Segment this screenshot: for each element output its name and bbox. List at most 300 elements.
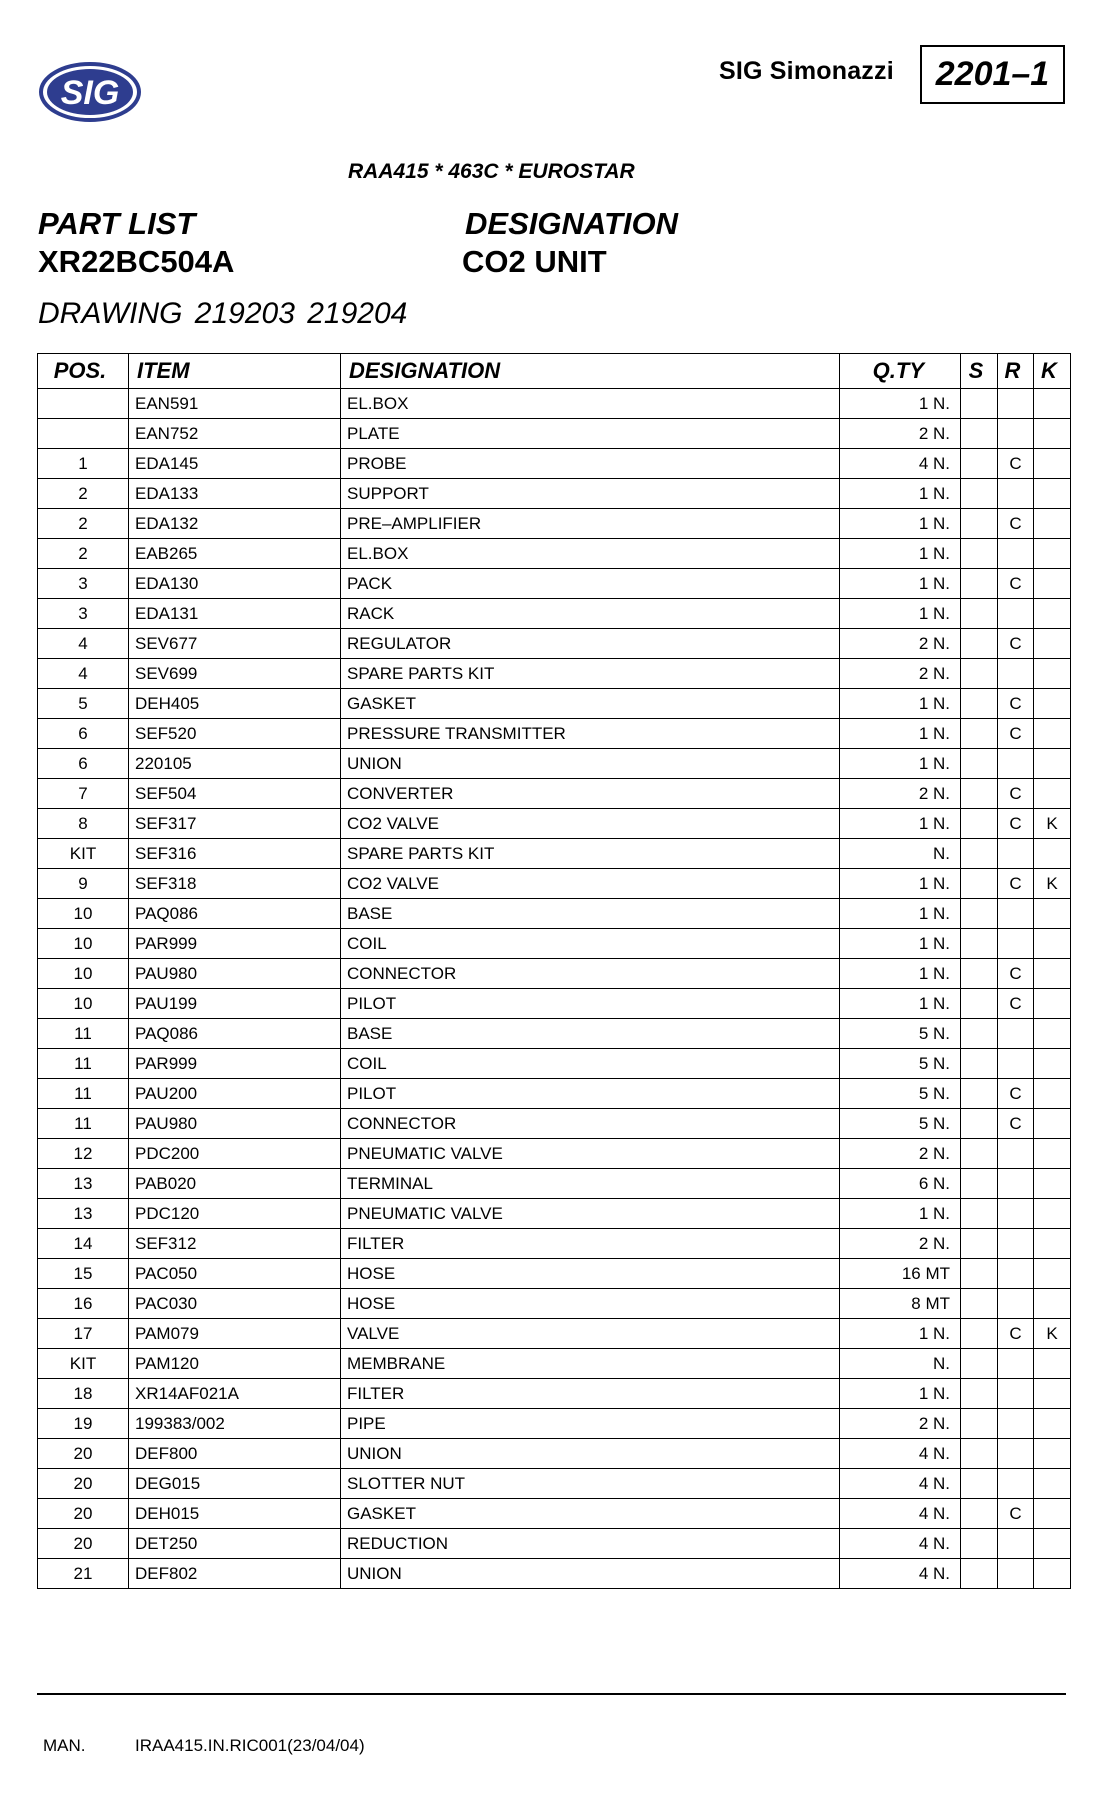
table-row <box>38 1289 1071 1319</box>
cell-r <box>998 899 1034 929</box>
cell-s <box>961 779 998 809</box>
cell-item: 199383/002 <box>129 1409 341 1439</box>
cell-designation: UNION <box>341 1559 840 1589</box>
cell-r: C <box>998 449 1034 479</box>
cell-r: C <box>998 959 1034 989</box>
cell-item: 220105 <box>129 749 341 779</box>
cell-designation: PRESSURE TRANSMITTER <box>341 719 840 749</box>
cell-pos: 20 <box>38 1499 129 1529</box>
cell-item: PAQ086 <box>129 899 341 929</box>
cell-r: C <box>998 629 1034 659</box>
column-header-pos: POS. <box>38 354 129 389</box>
cell-k <box>1034 1289 1071 1319</box>
cell-item: PAR999 <box>129 929 341 959</box>
cell-designation: PACK <box>341 569 840 599</box>
cell-pos: KIT <box>38 839 129 869</box>
cell-k <box>1034 1439 1071 1469</box>
cell-item: PAU980 <box>129 1109 341 1139</box>
cell-r: C <box>998 569 1034 599</box>
cell-k: K <box>1034 869 1071 899</box>
cell-pos: 18 <box>38 1379 129 1409</box>
table-row <box>38 449 1071 479</box>
cell-r <box>998 1409 1034 1439</box>
cell-k <box>1034 539 1071 569</box>
table-row <box>38 509 1071 539</box>
cell-k <box>1034 1499 1071 1529</box>
cell-s <box>961 959 998 989</box>
cell-r <box>998 479 1034 509</box>
cell-designation: UNION <box>341 749 840 779</box>
cell-item: DEF800 <box>129 1439 341 1469</box>
cell-item: PDC120 <box>129 1199 341 1229</box>
cell-item: DET250 <box>129 1529 341 1559</box>
cell-designation: FILTER <box>341 1229 840 1259</box>
cell-item: SEF504 <box>129 779 341 809</box>
cell-pos: 2 <box>38 539 129 569</box>
cell-designation: GASKET <box>341 1499 840 1529</box>
cell-r: C <box>998 689 1034 719</box>
cell-designation: RACK <box>341 599 840 629</box>
designation-value: CO2 UNIT <box>462 244 607 279</box>
cell-s <box>961 1379 998 1409</box>
cell-s <box>961 809 998 839</box>
cell-qty: 4 N. <box>840 1469 961 1499</box>
cell-s <box>961 419 998 449</box>
cell-r <box>998 1469 1034 1499</box>
cell-s <box>961 1529 998 1559</box>
table-row <box>38 539 1071 569</box>
cell-item: PAU199 <box>129 989 341 1019</box>
cell-qty: 1 N. <box>840 959 961 989</box>
cell-k <box>1034 1409 1071 1439</box>
cell-designation: COIL <box>341 929 840 959</box>
cell-pos: 15 <box>38 1259 129 1289</box>
cell-qty: 2 N. <box>840 1229 961 1259</box>
svg-text:SIG: SIG <box>60 74 120 112</box>
cell-pos: 20 <box>38 1529 129 1559</box>
cell-designation: PROBE <box>341 449 840 479</box>
cell-pos: KIT <box>38 1349 129 1379</box>
cell-item: PAU980 <box>129 959 341 989</box>
table-row <box>38 1409 1071 1439</box>
cell-pos: 9 <box>38 869 129 899</box>
cell-pos: 5 <box>38 689 129 719</box>
cell-item: EAN752 <box>129 419 341 449</box>
cell-r: C <box>998 1499 1034 1529</box>
cell-pos: 11 <box>38 1079 129 1109</box>
cell-qty: 5 N. <box>840 1019 961 1049</box>
cell-item: SEF316 <box>129 839 341 869</box>
cell-designation: PILOT <box>341 989 840 1019</box>
cell-s <box>961 599 998 629</box>
cell-k <box>1034 449 1071 479</box>
cell-r: C <box>998 1319 1034 1349</box>
cell-s <box>961 629 998 659</box>
cell-k <box>1034 989 1071 1019</box>
cell-pos: 6 <box>38 719 129 749</box>
footer-reference: IRAA415.IN.RIC001(23/04/04) <box>135 1736 365 1755</box>
cell-qty: 1 N. <box>840 689 961 719</box>
table-row <box>38 1109 1071 1139</box>
cell-pos: 7 <box>38 779 129 809</box>
table-row <box>38 659 1071 689</box>
cell-r <box>998 1529 1034 1559</box>
cell-designation: HOSE <box>341 1259 840 1289</box>
cell-qty: 5 N. <box>840 1109 961 1139</box>
cell-designation: EL.BOX <box>341 539 840 569</box>
cell-r <box>998 749 1034 779</box>
cell-r <box>998 1199 1034 1229</box>
table-row <box>38 599 1071 629</box>
cell-designation: PLATE <box>341 419 840 449</box>
cell-designation: CONNECTOR <box>341 959 840 989</box>
cell-r <box>998 1439 1034 1469</box>
cell-k <box>1034 1229 1071 1259</box>
cell-pos: 11 <box>38 1109 129 1139</box>
table-row <box>38 1529 1071 1559</box>
cell-s <box>961 1139 998 1169</box>
cell-r <box>998 1349 1034 1379</box>
cell-pos: 13 <box>38 1169 129 1199</box>
table-row <box>38 929 1071 959</box>
cell-qty: 4 N. <box>840 449 961 479</box>
cell-pos: 4 <box>38 629 129 659</box>
table-row <box>38 1559 1071 1589</box>
cell-item: EAN591 <box>129 389 341 419</box>
cell-qty: 1 N. <box>840 389 961 419</box>
cell-item: PDC200 <box>129 1139 341 1169</box>
cell-s <box>961 749 998 779</box>
cell-qty: 1 N. <box>840 1199 961 1229</box>
table-row <box>38 1349 1071 1379</box>
cell-s <box>961 1199 998 1229</box>
table-row <box>38 719 1071 749</box>
cell-s <box>961 1169 998 1199</box>
cell-r: C <box>998 1109 1034 1139</box>
cell-item: PAC030 <box>129 1289 341 1319</box>
cell-designation: COIL <box>341 1049 840 1079</box>
cell-pos: 4 <box>38 659 129 689</box>
footer-rule <box>37 1693 1066 1695</box>
cell-qty: 1 N. <box>840 569 961 599</box>
cell-s <box>961 1469 998 1499</box>
cell-k <box>1034 929 1071 959</box>
cell-k <box>1034 1559 1071 1589</box>
cell-item: DEF802 <box>129 1559 341 1589</box>
cell-k <box>1034 749 1071 779</box>
table-row <box>38 1229 1071 1259</box>
cell-qty: 5 N. <box>840 1049 961 1079</box>
cell-s <box>961 1289 998 1319</box>
cell-designation: PIPE <box>341 1409 840 1439</box>
cell-r <box>998 929 1034 959</box>
cell-pos <box>38 419 129 449</box>
cell-qty: 1 N. <box>840 1379 961 1409</box>
cell-s <box>961 1079 998 1109</box>
cell-item: SEF312 <box>129 1229 341 1259</box>
cell-designation: PILOT <box>341 1079 840 1109</box>
cell-designation: BASE <box>341 899 840 929</box>
cell-designation: REGULATOR <box>341 629 840 659</box>
cell-s <box>961 1109 998 1139</box>
table-row <box>38 1199 1071 1229</box>
cell-k <box>1034 389 1071 419</box>
cell-k <box>1034 959 1071 989</box>
footer-label: MAN. <box>43 1736 86 1755</box>
table-row <box>38 779 1071 809</box>
cell-pos: 13 <box>38 1199 129 1229</box>
cell-k <box>1034 479 1071 509</box>
cell-item: EAB265 <box>129 539 341 569</box>
cell-designation: TERMINAL <box>341 1169 840 1199</box>
cell-r <box>998 1289 1034 1319</box>
cell-qty: 2 N. <box>840 419 961 449</box>
cell-qty: 2 N. <box>840 1139 961 1169</box>
cell-k: K <box>1034 809 1071 839</box>
cell-s <box>961 929 998 959</box>
cell-qty: 1 N. <box>840 899 961 929</box>
cell-s <box>961 1259 998 1289</box>
cell-r <box>998 1169 1034 1199</box>
cell-pos: 10 <box>38 959 129 989</box>
cell-designation: REDUCTION <box>341 1529 840 1559</box>
document-number-box <box>920 45 1065 104</box>
table-row <box>38 839 1071 869</box>
cell-pos: 1 <box>38 449 129 479</box>
cell-item: PAQ086 <box>129 1019 341 1049</box>
cell-r <box>998 389 1034 419</box>
cell-k <box>1034 599 1071 629</box>
cell-pos: 17 <box>38 1319 129 1349</box>
cell-pos: 8 <box>38 809 129 839</box>
cell-designation: UNION <box>341 1439 840 1469</box>
cell-k <box>1034 1469 1071 1499</box>
cell-k <box>1034 629 1071 659</box>
cell-designation: SUPPORT <box>341 479 840 509</box>
column-header-qty: Q.TY <box>840 354 961 389</box>
cell-qty: 6 N. <box>840 1169 961 1199</box>
cell-r: C <box>998 719 1034 749</box>
table-row <box>38 959 1071 989</box>
cell-pos: 20 <box>38 1469 129 1499</box>
table-row <box>38 1319 1071 1349</box>
cell-s <box>961 869 998 899</box>
cell-designation: HOSE <box>341 1289 840 1319</box>
part-list-label: PART LIST <box>38 206 196 241</box>
cell-k <box>1034 1379 1071 1409</box>
table-row <box>38 389 1071 419</box>
cell-k <box>1034 779 1071 809</box>
cell-item: PAR999 <box>129 1049 341 1079</box>
cell-qty: 1 N. <box>840 869 961 899</box>
cell-s <box>961 449 998 479</box>
cell-r: C <box>998 509 1034 539</box>
cell-k <box>1034 1109 1071 1139</box>
cell-qty: 4 N. <box>840 1529 961 1559</box>
table-row <box>38 809 1071 839</box>
cell-item: PAB020 <box>129 1169 341 1199</box>
cell-designation: CO2 VALVE <box>341 809 840 839</box>
cell-s <box>961 1559 998 1589</box>
cell-qty: 16 MT <box>840 1259 961 1289</box>
cell-pos: 11 <box>38 1019 129 1049</box>
table-row <box>38 989 1071 1019</box>
parts-table-body <box>38 389 1071 1589</box>
cell-designation: SLOTTER NUT <box>341 1469 840 1499</box>
cell-designation: CONNECTOR <box>341 1109 840 1139</box>
cell-item: EDA132 <box>129 509 341 539</box>
cell-k <box>1034 509 1071 539</box>
cell-qty: 1 N. <box>840 1319 961 1349</box>
cell-qty: 4 N. <box>840 1499 961 1529</box>
cell-item: SEV677 <box>129 629 341 659</box>
cell-pos: 19 <box>38 1409 129 1439</box>
cell-r: C <box>998 989 1034 1019</box>
column-header-r: R <box>998 354 1034 389</box>
table-row <box>38 1439 1071 1469</box>
cell-designation: BASE <box>341 1019 840 1049</box>
cell-qty: 1 N. <box>840 929 961 959</box>
cell-s <box>961 1319 998 1349</box>
part-list-number: XR22BC504A <box>38 244 235 279</box>
cell-designation: CO2 VALVE <box>341 869 840 899</box>
cell-pos: 12 <box>38 1139 129 1169</box>
cell-k <box>1034 419 1071 449</box>
cell-s <box>961 899 998 929</box>
cell-designation: PRE–AMPLIFIER <box>341 509 840 539</box>
cell-pos: 3 <box>38 569 129 599</box>
table-row <box>38 1259 1071 1289</box>
cell-s <box>961 389 998 419</box>
table-row <box>38 1019 1071 1049</box>
cell-qty: N. <box>840 839 961 869</box>
cell-qty: 5 N. <box>840 1079 961 1109</box>
cell-s <box>961 1349 998 1379</box>
cell-r <box>998 1259 1034 1289</box>
cell-s <box>961 539 998 569</box>
table-header-row <box>38 354 1071 389</box>
cell-r <box>998 599 1034 629</box>
cell-qty: 1 N. <box>840 749 961 779</box>
table-row <box>38 629 1071 659</box>
cell-r: C <box>998 869 1034 899</box>
cell-k <box>1034 659 1071 689</box>
parts-table <box>37 353 1071 1589</box>
cell-qty: 8 MT <box>840 1289 961 1319</box>
cell-designation: PNEUMATIC VALVE <box>341 1199 840 1229</box>
cell-pos: 16 <box>38 1289 129 1319</box>
cell-s <box>961 659 998 689</box>
column-header-s: S <box>961 354 998 389</box>
cell-qty: 1 N. <box>840 599 961 629</box>
cell-s <box>961 1049 998 1079</box>
company-name: SIG Simonazzi <box>719 57 894 85</box>
cell-pos: 3 <box>38 599 129 629</box>
cell-r <box>998 1229 1034 1259</box>
cell-s <box>961 839 998 869</box>
table-row <box>38 1499 1071 1529</box>
cell-item: PAM120 <box>129 1349 341 1379</box>
cell-k <box>1034 899 1071 929</box>
cell-pos: 21 <box>38 1559 129 1589</box>
cell-r <box>998 539 1034 569</box>
cell-k <box>1034 719 1071 749</box>
cell-r <box>998 419 1034 449</box>
cell-item: DEG015 <box>129 1469 341 1499</box>
cell-k <box>1034 839 1071 869</box>
cell-r <box>998 659 1034 689</box>
cell-k: K <box>1034 1319 1071 1349</box>
cell-item: DEH405 <box>129 689 341 719</box>
cell-s <box>961 719 998 749</box>
cell-designation: SPARE PARTS KIT <box>341 839 840 869</box>
cell-k <box>1034 1169 1071 1199</box>
cell-pos: 11 <box>38 1049 129 1079</box>
cell-designation: SPARE PARTS KIT <box>341 659 840 689</box>
designation-label: DESIGNATION <box>465 206 678 241</box>
column-header-k: K <box>1034 354 1071 389</box>
cell-r: C <box>998 779 1034 809</box>
cell-designation: VALVE <box>341 1319 840 1349</box>
cell-qty: 2 N. <box>840 1409 961 1439</box>
document-number: 2201–1 <box>935 55 1050 93</box>
cell-item: PAM079 <box>129 1319 341 1349</box>
cell-qty: N. <box>840 1349 961 1379</box>
cell-designation: GASKET <box>341 689 840 719</box>
cell-pos: 2 <box>38 509 129 539</box>
cell-s <box>961 479 998 509</box>
cell-r <box>998 1139 1034 1169</box>
column-header-designation: DESIGNATION <box>341 354 840 389</box>
cell-r <box>998 1049 1034 1079</box>
cell-k <box>1034 689 1071 719</box>
cell-r: C <box>998 809 1034 839</box>
cell-pos: 20 <box>38 1439 129 1469</box>
cell-item: SEF317 <box>129 809 341 839</box>
table-row <box>38 1469 1071 1499</box>
cell-designation: FILTER <box>341 1379 840 1409</box>
cell-k <box>1034 569 1071 599</box>
cell-qty: 1 N. <box>840 719 961 749</box>
cell-item: DEH015 <box>129 1499 341 1529</box>
cell-pos <box>38 389 129 419</box>
cell-designation: EL.BOX <box>341 389 840 419</box>
cell-k <box>1034 1139 1071 1169</box>
sig-logo <box>38 60 142 124</box>
cell-r <box>998 839 1034 869</box>
cell-item: PAU200 <box>129 1079 341 1109</box>
table-row <box>38 479 1071 509</box>
cell-s <box>961 689 998 719</box>
table-row <box>38 749 1071 779</box>
cell-item: EDA131 <box>129 599 341 629</box>
table-row <box>38 569 1071 599</box>
cell-s <box>961 1409 998 1439</box>
column-header-item: ITEM <box>129 354 341 389</box>
cell-designation: PNEUMATIC VALVE <box>341 1139 840 1169</box>
cell-k <box>1034 1259 1071 1289</box>
table-row <box>38 1169 1071 1199</box>
table-row <box>38 1079 1071 1109</box>
cell-k <box>1034 1049 1071 1079</box>
cell-item: PAC050 <box>129 1259 341 1289</box>
cell-item: EDA133 <box>129 479 341 509</box>
table-row <box>38 689 1071 719</box>
cell-r: C <box>998 1079 1034 1109</box>
cell-pos: 2 <box>38 479 129 509</box>
cell-s <box>961 569 998 599</box>
table-row <box>38 419 1071 449</box>
